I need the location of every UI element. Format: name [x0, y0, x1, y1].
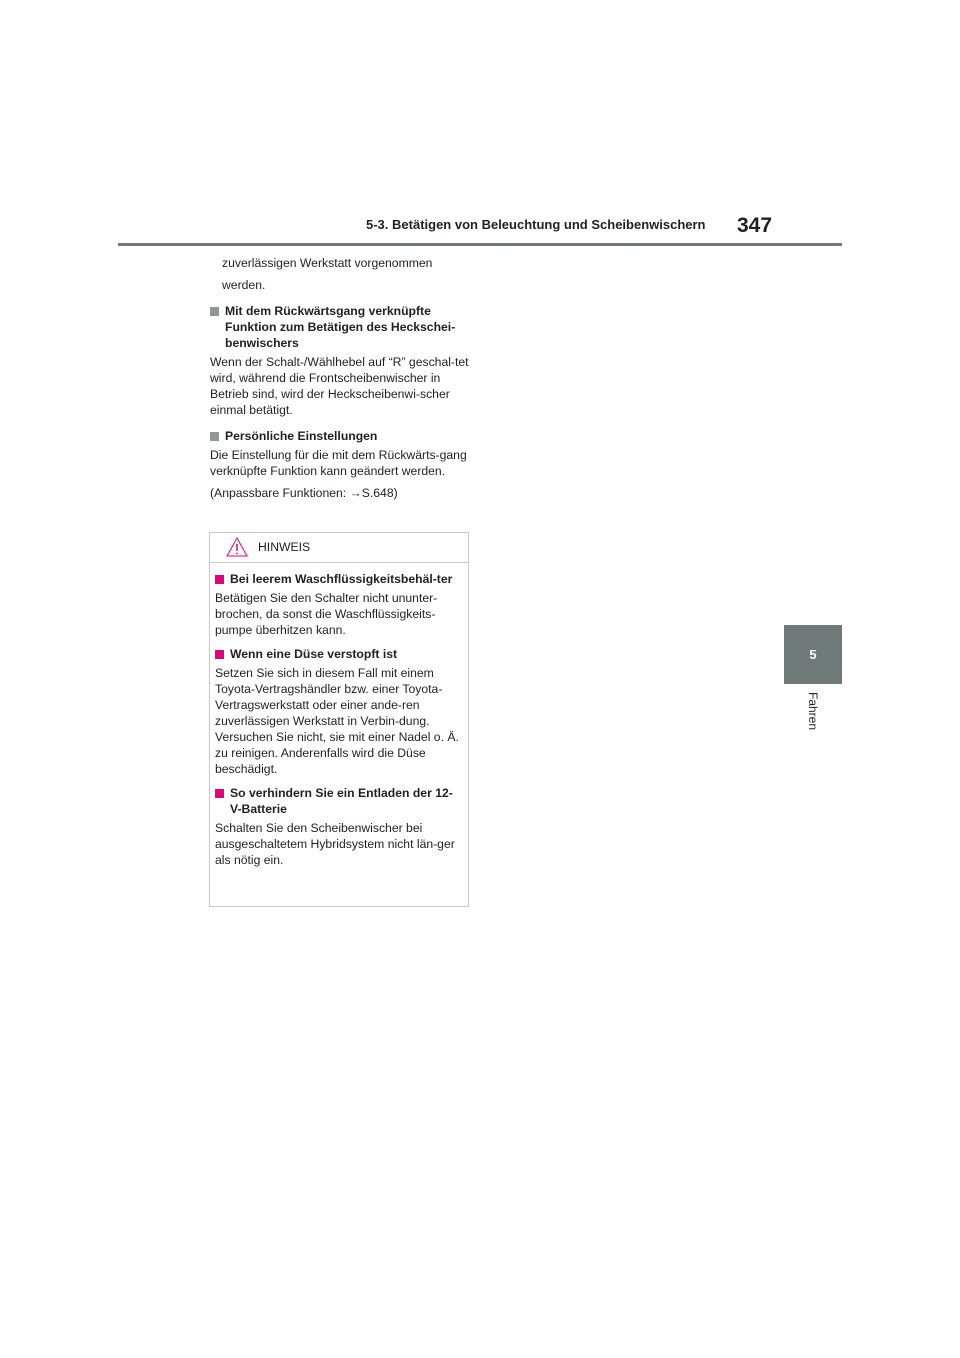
chapter-label: Fahren	[806, 692, 820, 731]
section-reverse-wiper	[210, 303, 472, 418]
section-personal-settings	[210, 428, 472, 501]
warning-triangle-icon	[226, 537, 248, 557]
note-item-heading-text: So verhindern Sie ein Entladen der 12-V-Batterie	[230, 786, 453, 816]
note-item	[215, 785, 462, 868]
square-bullet-icon	[215, 575, 224, 584]
note-item-heading-text: Wenn eine Düse verstopft ist	[230, 647, 398, 661]
cross-reference-link[interactable]: (Anpassbare Funktionen: →S.648)	[210, 486, 398, 500]
section-heading-text: Mit dem Rückwärtsgang verknüpfte Funktion zum Betätigen des Heckschei-benwischers	[225, 304, 456, 350]
note-item-body: Versuchen Sie nicht, sie mit einer Nadel o. Ä. zu reinigen. Anderenfalls wird die Düse beschädigt.	[215, 730, 459, 776]
note-item-heading	[215, 785, 462, 817]
section-title: 5-3. Betätigen von Beleuchtung und Scheibenwischern	[366, 217, 706, 232]
chapter-tab	[784, 625, 842, 684]
section-heading	[210, 428, 472, 444]
square-bullet-icon	[215, 650, 224, 659]
note-header	[210, 533, 468, 563]
note-item-heading-text: Bei leerem Waschflüssigkeitsbehäl-ter	[230, 572, 453, 586]
note-title: HINWEIS	[258, 540, 311, 554]
square-bullet-icon	[215, 789, 224, 798]
main-content	[210, 255, 472, 501]
page-number: 347	[737, 214, 773, 237]
note-item-heading	[215, 571, 462, 587]
chapter-number: 5	[809, 647, 817, 662]
paragraph: zuverlässigen Werkstatt vorgenommen	[222, 256, 433, 270]
section-body: Die Einstellung für die mit dem Rückwärts-gang verknüpfte Funktion kann geändert werden.	[210, 448, 467, 478]
section-body: Wenn der Schalt-/Wählhebel auf “R” geschal-tet wird, während die Frontscheibenwischer in Betrieb sind, wird der Heckscheibenwi-scher einmal betätigt.	[210, 355, 469, 417]
note-item-body: Setzen Sie sich in diesem Fall mit einem Toyota-Vertragshändler bzw. einer Toyota-Vertragswerkstatt oder einer ande-ren zuverlässigen Werkstatt in Verbin-dung.	[215, 666, 443, 728]
paragraph: werden.	[222, 278, 266, 292]
square-bullet-icon	[210, 307, 219, 316]
note-item-heading	[215, 646, 462, 662]
section-heading	[210, 303, 472, 351]
header-divider	[118, 243, 842, 246]
continuation-text	[210, 255, 472, 293]
note-item	[215, 646, 462, 777]
note-box	[209, 532, 469, 907]
note-item	[215, 571, 462, 638]
section-heading-text: Persönliche Einstellungen	[225, 429, 378, 443]
square-bullet-icon	[210, 432, 219, 441]
note-item-body: Betätigen Sie den Schalter nicht ununter-brochen, da sonst die Waschflüssigkeits-pumpe überhitzen kann.	[215, 591, 438, 637]
note-item-body: Schalten Sie den Scheibenwischer bei ausgeschaltetem Hybridsystem nicht län-ger als nötig ein.	[215, 821, 455, 867]
note-body	[210, 571, 468, 868]
